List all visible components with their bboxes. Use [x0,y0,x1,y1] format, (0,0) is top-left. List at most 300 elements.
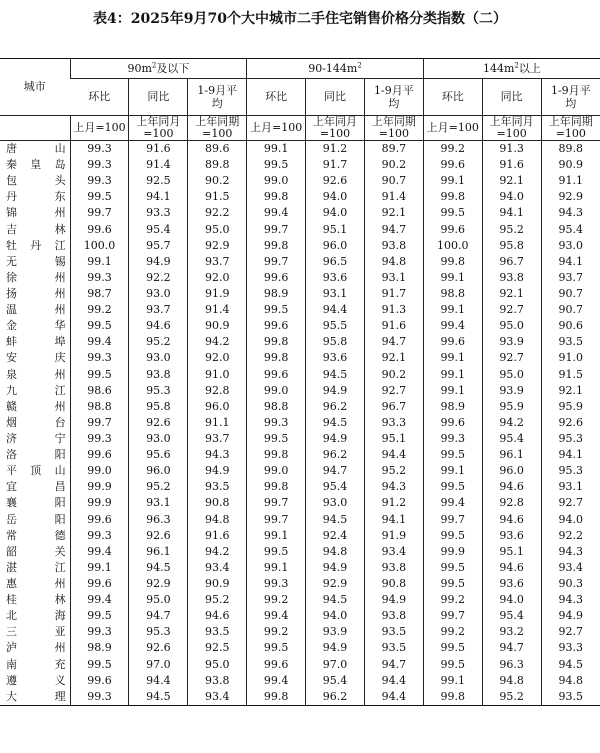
index-value: 94.1 [129,189,188,205]
index-value: 99.7 [247,512,306,528]
index-value: 93.7 [129,302,188,318]
group-header-small: $90m^2$及以下 [70,59,247,79]
index-value: 90.8 [188,495,247,511]
index-value: 95.8 [129,399,188,415]
index-value: 99.8 [423,189,482,205]
table-row [0,624,600,640]
index-value: 91.1 [541,173,600,189]
index-value: 94.7 [364,334,423,350]
index-value: 95.7 [129,238,188,254]
city-name: 岳 阳 [6,512,66,526]
index-value: 99.1 [247,528,306,544]
index-value: 95.3 [129,624,188,640]
index-value: 98.9 [247,286,306,302]
index-value: 95.2 [482,689,541,706]
index-value: 99.7 [247,254,306,270]
index-value: 94.9 [188,463,247,479]
sub-header: 同比 [129,79,188,116]
index-value: 94.3 [364,479,423,495]
base-header: 上月=100 [247,116,306,141]
index-value: 93.6 [482,528,541,544]
index-value: 93.1 [306,286,365,302]
index-value: 89.8 [541,141,600,158]
index-value: 91.7 [364,286,423,302]
index-value: 90.7 [364,173,423,189]
index-value: 96.1 [482,447,541,463]
index-value: 99.2 [423,592,482,608]
sub-header: 1-9月平均 [364,79,423,116]
index-value: 94.1 [541,447,600,463]
index-value: 94.0 [482,189,541,205]
index-value: 92.9 [541,189,600,205]
index-value: 94.7 [364,222,423,238]
index-value: 95.0 [482,367,541,383]
index-value: 99.3 [70,350,129,366]
index-value: 99.1 [423,673,482,689]
index-value: 99.3 [247,576,306,592]
index-value: 93.1 [541,479,600,495]
index-value: 99.5 [423,560,482,576]
index-value: 90.7 [541,286,600,302]
index-value: 94.0 [306,205,365,221]
index-value: 99.8 [423,689,482,706]
index-value: 93.1 [129,495,188,511]
base-header: 上年同期=100 [541,116,600,141]
index-value: 96.0 [482,463,541,479]
city-name: 宜 昌 [6,480,66,494]
table-row [0,318,600,334]
index-value: 93.8 [482,270,541,286]
index-value: 96.3 [129,512,188,528]
table-row [0,576,600,592]
index-value: 93.5 [541,334,600,350]
index-value: 100.0 [423,238,482,254]
index-value: 94.3 [541,205,600,221]
index-value: 99.6 [423,222,482,238]
city-name: 锦 州 [6,206,66,220]
index-value: 98.9 [423,399,482,415]
table-row [0,673,600,689]
table-row [0,689,600,706]
index-value: 94.1 [364,512,423,528]
table-row [0,544,600,560]
index-value: 93.0 [129,286,188,302]
index-value: 99.0 [247,173,306,189]
index-value: 91.5 [541,367,600,383]
index-value: 98.8 [70,399,129,415]
index-value: 91.0 [541,350,600,366]
index-value: 99.3 [70,141,129,158]
index-value: 90.2 [364,157,423,173]
index-value: 95.3 [541,463,600,479]
index-value: 95.4 [482,608,541,624]
index-value: 95.9 [541,399,600,415]
index-value: 91.2 [306,141,365,158]
index-value: 93.9 [306,624,365,640]
sub-header: 环比 [247,79,306,116]
index-value: 92.9 [129,576,188,592]
index-value: 99.4 [70,334,129,350]
index-value: 90.2 [188,173,247,189]
index-value: 95.2 [482,222,541,238]
base-header: 上年同期=100 [364,116,423,141]
index-value: 99.6 [247,657,306,673]
city-name: 烟 台 [6,415,66,429]
index-value: 92.0 [188,270,247,286]
index-value: 99.5 [247,157,306,173]
index-value: 99.8 [247,334,306,350]
city-name: 泉 州 [6,367,66,381]
index-value: 95.4 [482,431,541,447]
index-value: 99.7 [70,205,129,221]
index-value: 99.1 [423,173,482,189]
table-row [0,350,600,366]
index-value: 98.9 [70,640,129,656]
index-value: 93.3 [129,205,188,221]
table-row [0,157,600,173]
index-value: 93.9 [482,383,541,399]
index-value: 94.9 [364,592,423,608]
group-header-large: $144m^2$以上 [423,59,600,79]
index-value: 96.2 [306,447,365,463]
index-value: 92.1 [482,286,541,302]
index-value: 94.2 [188,544,247,560]
index-value: 94.5 [306,512,365,528]
index-value: 92.4 [306,528,365,544]
base-header: 上年同期=100 [188,116,247,141]
index-value: 93.3 [364,415,423,431]
index-value: 92.1 [541,383,600,399]
city-name: 安 庆 [6,351,66,365]
city-name: 唐 山 [6,142,66,156]
index-value: 94.4 [364,689,423,706]
index-value: 94.3 [541,592,600,608]
page-title: 表4：2025年9月70个大中城市二手住宅销售价格分类指数（二） [93,11,507,27]
city-name: 扬 州 [6,287,66,301]
city-name: 北 海 [6,609,66,623]
index-value: 99.1 [423,383,482,399]
city-name: 包 头 [6,174,66,188]
index-value: 94.5 [306,367,365,383]
index-value: 92.6 [306,173,365,189]
index-value: 92.6 [129,528,188,544]
index-value: 95.8 [306,334,365,350]
index-value: 92.7 [541,495,600,511]
table-row [0,222,600,238]
index-value: 93.7 [541,270,600,286]
index-value: 99.7 [70,415,129,431]
index-value: 89.8 [188,157,247,173]
table-row [0,302,600,318]
index-value: 99.3 [423,431,482,447]
index-value: 91.6 [129,141,188,158]
index-value: 99.3 [70,157,129,173]
index-value: 99.6 [423,157,482,173]
index-value: 91.3 [482,141,541,158]
index-value: 94.9 [306,383,365,399]
index-value: 92.5 [188,640,247,656]
sub-header: 1-9月平均 [541,79,600,116]
city-name: 徐 州 [6,270,66,284]
index-value: 92.2 [541,528,600,544]
index-value: 99.4 [70,544,129,560]
index-value: 92.5 [129,173,188,189]
index-value: 99.8 [423,254,482,270]
index-value: 95.3 [541,431,600,447]
index-value: 99.5 [423,640,482,656]
index-value: 99.5 [247,302,306,318]
table-row [0,238,600,254]
index-value: 95.0 [188,657,247,673]
index-value: 95.8 [482,238,541,254]
index-value: 99.3 [70,689,129,706]
index-value: 99.5 [70,608,129,624]
index-value: 94.5 [129,689,188,706]
index-value: 95.4 [306,479,365,495]
index-value: 95.1 [364,431,423,447]
index-value: 92.2 [188,205,247,221]
city-name: 平 顶 山 [6,464,66,478]
table-row [0,286,600,302]
index-value: 94.4 [364,447,423,463]
index-value: 91.6 [364,318,423,334]
index-value: 91.9 [364,528,423,544]
city-name: 大 理 [0,689,70,706]
index-value: 94.1 [482,205,541,221]
index-value: 94.3 [541,544,600,560]
index-value: 93.0 [306,495,365,511]
index-value: 94.6 [482,560,541,576]
index-value: 99.1 [423,367,482,383]
index-value: 94.5 [306,415,365,431]
index-value: 99.1 [70,254,129,270]
index-value: 99.0 [70,463,129,479]
index-value: 94.7 [306,463,365,479]
index-value: 92.9 [306,576,365,592]
index-value: 99.8 [247,479,306,495]
city-name: 三 亚 [6,625,66,639]
index-value: 99.0 [247,463,306,479]
index-value: 99.6 [70,222,129,238]
index-value: 95.3 [129,383,188,399]
index-value: 94.2 [188,334,247,350]
index-value: 92.2 [129,270,188,286]
city-name: 金 华 [6,319,66,333]
city-name: 湛 江 [6,560,66,574]
city-name: 蚌 埠 [6,335,66,349]
table-row [0,189,600,205]
base-header: 上年同月=100 [129,116,188,141]
index-value: 91.2 [364,495,423,511]
index-value: 99.6 [247,270,306,286]
index-value: 93.6 [306,350,365,366]
index-value: 99.4 [423,495,482,511]
index-value: 99.9 [70,479,129,495]
index-value: 99.8 [247,350,306,366]
index-value: 99.3 [247,415,306,431]
index-value: 92.1 [482,173,541,189]
city-name: 洛 阳 [6,448,66,462]
index-value: 95.2 [364,463,423,479]
index-value: 95.6 [129,447,188,463]
index-value: 99.2 [423,624,482,640]
index-value: 94.9 [306,640,365,656]
index-value: 99.1 [423,302,482,318]
index-value: 90.8 [364,576,423,592]
index-value: 95.9 [482,399,541,415]
index-value: 94.0 [306,189,365,205]
index-value: 99.9 [70,495,129,511]
index-value: 97.0 [306,657,365,673]
index-value: 93.5 [364,624,423,640]
index-value: 93.7 [188,254,247,270]
index-value: 94.8 [364,254,423,270]
index-value: 92.6 [129,415,188,431]
index-value: 93.0 [129,431,188,447]
index-value: 92.0 [188,350,247,366]
index-value: 92.7 [364,383,423,399]
index-value: 99.2 [247,624,306,640]
city-name: 秦 皇 岛 [6,158,66,172]
city-name: 温 州 [6,303,66,317]
index-value: 99.2 [70,302,129,318]
index-value: 93.8 [129,367,188,383]
index-value: 94.5 [306,592,365,608]
table-row [0,495,600,511]
index-value: 90.2 [364,367,423,383]
index-value: 99.6 [423,415,482,431]
index-value: 94.6 [129,318,188,334]
index-value: 99.5 [70,318,129,334]
index-value: 99.4 [247,673,306,689]
index-value: 93.8 [364,608,423,624]
index-value: 95.0 [482,318,541,334]
index-value: 93.8 [364,238,423,254]
table-row [0,399,600,415]
index-value: 99.3 [70,173,129,189]
index-value: 93.7 [188,431,247,447]
table-row [0,657,600,673]
index-value: 99.5 [247,431,306,447]
index-value: 95.0 [129,592,188,608]
index-value: 94.7 [129,608,188,624]
index-value: 91.6 [482,157,541,173]
index-value: 99.1 [247,560,306,576]
table-row [0,270,600,286]
city-name: 无 锡 [6,254,66,268]
index-value: 93.4 [188,560,247,576]
index-value: 90.9 [541,157,600,173]
index-value: 93.8 [188,673,247,689]
index-value: 90.3 [541,576,600,592]
index-value: 99.4 [70,592,129,608]
index-value: 94.9 [306,560,365,576]
index-value: 94.1 [541,254,600,270]
table-row [0,479,600,495]
index-value: 92.8 [188,383,247,399]
table-row [0,431,600,447]
index-value: 99.5 [423,576,482,592]
index-value: 94.9 [541,608,600,624]
index-value: 99.7 [423,608,482,624]
index-value: 96.0 [188,399,247,415]
city-name: 赣 州 [6,399,66,413]
index-value: 96.5 [306,254,365,270]
index-value: 95.4 [129,222,188,238]
city-name: 襄 阳 [6,496,66,510]
index-value: 92.6 [541,415,600,431]
index-value: 93.6 [482,576,541,592]
index-value: 94.4 [306,302,365,318]
index-value: 95.0 [188,222,247,238]
city-name: 泸 州 [6,641,66,655]
table-row [0,528,600,544]
city-name: 南 充 [6,657,66,671]
index-value: 94.5 [129,560,188,576]
index-value: 96.7 [364,399,423,415]
index-value: 99.5 [423,479,482,495]
city-name: 常 德 [6,528,66,542]
city-name: 遵 义 [6,673,66,687]
table-row [0,463,600,479]
index-value: 91.4 [364,189,423,205]
index-value: 91.1 [188,415,247,431]
index-value: 91.0 [188,367,247,383]
table-row [0,512,600,528]
index-value: 93.4 [364,544,423,560]
table-row [0,560,600,576]
index-value: 95.5 [306,318,365,334]
index-value: 99.4 [423,318,482,334]
index-value: 99.6 [70,447,129,463]
index-value: 99.3 [70,270,129,286]
index-value: 99.1 [423,463,482,479]
index-value: 99.0 [247,383,306,399]
index-value: 99.2 [247,592,306,608]
index-value: 96.7 [482,254,541,270]
table-row [0,415,600,431]
index-value: 94.3 [188,447,247,463]
index-value: 94.8 [306,544,365,560]
index-value: 92.9 [188,238,247,254]
index-value: 99.5 [70,657,129,673]
index-value: 91.4 [129,157,188,173]
city-name: 惠 州 [6,577,66,590]
index-value: 98.7 [70,286,129,302]
table-row [0,254,600,270]
table-row [0,383,600,399]
index-value: 94.0 [541,512,600,528]
index-value: 99.4 [247,205,306,221]
sub-header: 同比 [306,79,365,116]
city-name: 济 宁 [6,432,66,446]
index-value: 93.8 [364,560,423,576]
city-name: 牡 丹 江 [6,238,66,252]
index-value: 95.4 [306,673,365,689]
index-value: 98.6 [70,383,129,399]
sub-header: 环比 [70,79,129,116]
index-value: 99.5 [423,205,482,221]
index-value: 92.8 [482,495,541,511]
index-value: 94.8 [188,512,247,528]
index-value: 94.4 [364,673,423,689]
index-value: 94.9 [129,254,188,270]
index-value: 93.6 [306,270,365,286]
index-value: 99.7 [247,222,306,238]
index-value: 100.0 [70,238,129,254]
index-value: 99.5 [70,189,129,205]
index-value: 99.6 [70,576,129,592]
